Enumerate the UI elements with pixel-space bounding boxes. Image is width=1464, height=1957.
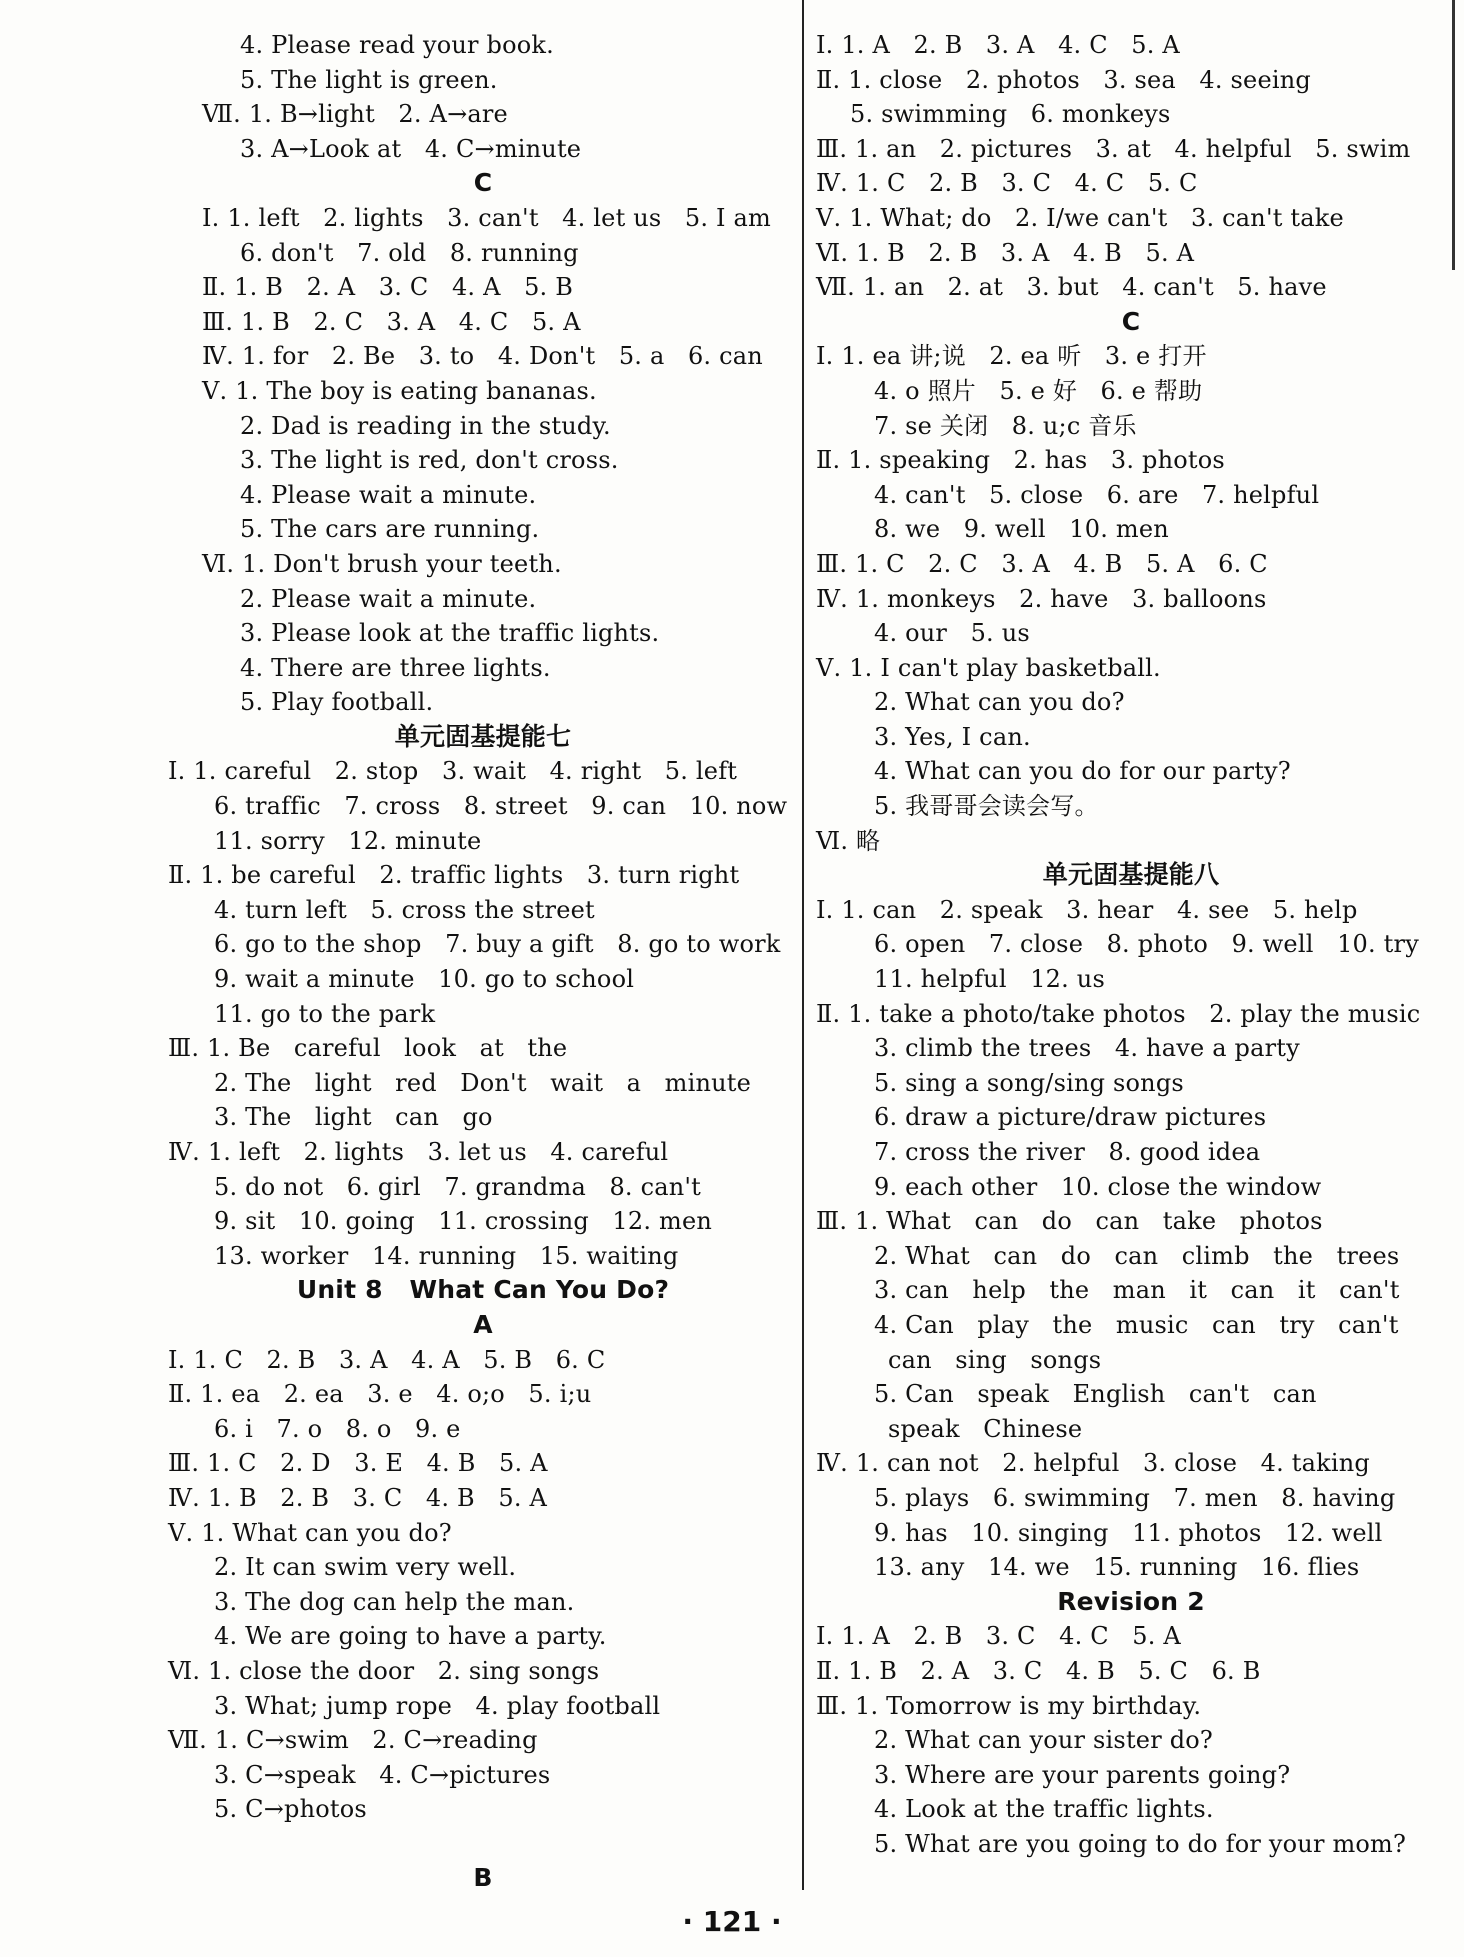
answer-line: Ⅴ. 1. The boy is eating bananas. bbox=[202, 376, 597, 405]
answer-line: 5. C→photos bbox=[214, 1795, 367, 1824]
answer-line: 6. go to the shop 7. buy a gift 8. go to work bbox=[214, 930, 781, 959]
answer-line: 6. draw a picture/draw pictures bbox=[874, 1103, 1267, 1132]
answer-line: Ⅲ. 1. What can do can take photos bbox=[816, 1207, 1323, 1236]
answer-line: 7. cross the river 8. good idea bbox=[874, 1138, 1261, 1166]
answer-line: 11. go to the park bbox=[214, 999, 436, 1028]
answer-line: 11. helpful 12. us bbox=[874, 965, 1105, 994]
answer-line: 7. se 关闭 8. u;c 音乐 bbox=[874, 411, 1137, 440]
answer-line: Ⅰ. 1. A 2. B 3. C 4. C 5. A bbox=[816, 1622, 1181, 1651]
answer-line: 3. The light can go bbox=[214, 1103, 493, 1132]
answer-line: 3. climb the trees 4. have a party bbox=[874, 1034, 1300, 1063]
answer-line: 4. our 5. us bbox=[874, 619, 1030, 648]
answer-line: Ⅴ. 1. What can you do? bbox=[168, 1518, 452, 1547]
answer-line: 9. each other 10. close the window bbox=[874, 1172, 1322, 1201]
answer-line: 3. Yes, I can. bbox=[874, 722, 1031, 751]
answer-line: 2. The light red Don't wait a minute bbox=[214, 1068, 752, 1097]
answer-line: 5. swimming 6. monkeys bbox=[850, 100, 1171, 129]
answer-line: 4. Please read your book. bbox=[240, 31, 554, 59]
answer-line: Ⅱ. 1. B 2. A 3. C 4. B 5. C 6. B bbox=[816, 1656, 1261, 1685]
answer-line: 4. Can play the music can try can't bbox=[874, 1310, 1399, 1339]
section-heading: 单元固基提能八 bbox=[1042, 860, 1220, 890]
answer-line: Ⅲ. 1. B 2. C 3. A 4. C 5. A bbox=[202, 307, 581, 336]
answer-line: Ⅲ. 1. Be careful look at the bbox=[168, 1034, 568, 1063]
answer-line: Ⅲ. 1. Tomorrow is my birthday. bbox=[816, 1691, 1202, 1720]
answer-line: 3. A→Look at 4. C→minute bbox=[240, 134, 582, 163]
answer-line: Ⅰ. 1. careful 2. stop 3. wait 4. right 5. left bbox=[168, 757, 738, 786]
answer-line: 3. can help the man it can it can't bbox=[874, 1276, 1400, 1305]
answer-line: 6. i 7. o 8. o 9. e bbox=[214, 1414, 461, 1443]
answer-line: Ⅱ. 1. ea 2. ea 3. e 4. o;o 5. i;u bbox=[168, 1380, 592, 1409]
answer-line: Ⅳ. 1. monkeys 2. have 3. balloons bbox=[816, 584, 1267, 613]
left-column bbox=[168, 28, 798, 1896]
section-heading: Revision 2 bbox=[1057, 1586, 1205, 1616]
answer-line: Ⅰ. 1. ea 讲;说 2. ea 听 3. e 打开 bbox=[816, 342, 1207, 371]
answer-line: 2. What can do can climb the trees bbox=[874, 1241, 1400, 1270]
answer-line: 8. we 9. well 10. men bbox=[874, 515, 1169, 544]
answer-line: Ⅵ. 1. B 2. B 3. A 4. B 5. A bbox=[816, 238, 1195, 267]
answer-line: 9. sit 10. going 11. crossing 12. men bbox=[214, 1207, 713, 1236]
answer-line: 3. Where are your parents going? bbox=[874, 1760, 1291, 1789]
answer-line: speak Chinese bbox=[888, 1414, 1083, 1443]
answer-line: Ⅲ. 1. an 2. pictures 3. at 4. helpful 5. swim bbox=[816, 134, 1411, 163]
answer-line: Ⅰ. 1. left 2. lights 3. can't 4. let us 5. I am bbox=[202, 203, 772, 232]
answer-line: Ⅳ. 1. C 2. B 3. C 4. C 5. C bbox=[816, 169, 1198, 198]
section-heading: B bbox=[473, 1863, 493, 1893]
answer-line: Ⅰ. 1. A 2. B 3. A 4. C 5. A bbox=[816, 31, 1180, 59]
answer-line: 5. do not 6. girl 7. grandma 8. can't bbox=[214, 1172, 702, 1201]
answer-line: Ⅵ. 1. Don't brush your teeth. bbox=[202, 549, 562, 578]
answer-line: Ⅳ. 1. B 2. B 3. C 4. B 5. A bbox=[168, 1483, 548, 1512]
answer-line: 4. What can you do for our party? bbox=[874, 757, 1291, 786]
answer-line: 6. open 7. close 8. photo 9. well 10. try bbox=[874, 930, 1419, 959]
section-heading: A bbox=[473, 1309, 493, 1339]
answer-line: 5. 我哥哥会读会写。 bbox=[874, 792, 1099, 821]
answer-line: Ⅵ. 1. close the door 2. sing songs bbox=[168, 1656, 600, 1685]
answer-line: 5. The light is green. bbox=[240, 65, 498, 94]
answer-line: Ⅱ. 1. speaking 2. has 3. photos bbox=[816, 446, 1225, 475]
answer-line: 5. Play football. bbox=[240, 688, 434, 717]
answer-line: 3. The dog can help the man. bbox=[214, 1587, 575, 1616]
answer-line: 5. sing a song/sing songs bbox=[874, 1068, 1184, 1097]
answer-line: 2. What can your sister do? bbox=[874, 1726, 1213, 1755]
answer-line: Ⅱ. 1. take a photo/take photos 2. play the music bbox=[816, 999, 1421, 1028]
answer-line: Ⅳ. 1. can not 2. helpful 3. close 4. taking bbox=[816, 1449, 1370, 1478]
answer-line: 9. has 10. singing 11. photos 12. well bbox=[874, 1518, 1383, 1547]
answer-line: 3. What; jump rope 4. play football bbox=[214, 1691, 661, 1720]
section-heading: Unit 8 What Can You Do? bbox=[296, 1275, 670, 1305]
column-divider bbox=[802, 0, 804, 1890]
answer-line: Ⅶ. 1. C→swim 2. C→reading bbox=[168, 1726, 538, 1755]
answer-line: 13. worker 14. running 15. waiting bbox=[214, 1241, 679, 1270]
answer-line: 4. can't 5. close 6. are 7. helpful bbox=[874, 480, 1320, 509]
answer-line: Ⅰ. 1. can 2. speak 3. hear 4. see 5. help bbox=[816, 895, 1358, 924]
answer-line: 4. There are three lights. bbox=[240, 653, 551, 682]
answer-line: 4. o 照片 5. e 好 6. e 帮助 bbox=[874, 376, 1203, 405]
answer-line: Ⅶ. 1. an 2. at 3. but 4. can't 5. have bbox=[816, 273, 1327, 302]
answer-line: 2. What can you do? bbox=[874, 688, 1125, 717]
answer-line: 4. Please wait a minute. bbox=[240, 480, 537, 509]
answer-line: 5. What are you going to do for your mom? bbox=[874, 1829, 1407, 1858]
answer-line: 4. We are going to have a party. bbox=[214, 1622, 607, 1651]
answer-line: Ⅴ. 1. I can't play basketball. bbox=[816, 653, 1161, 682]
answer-line: 3. The light is red, don't cross. bbox=[240, 446, 619, 475]
answer-line: Ⅱ. 1. be careful 2. traffic lights 3. turn right bbox=[168, 861, 740, 890]
answer-line: Ⅳ. 1. for 2. Be 3. to 4. Don't 5. a 6. can bbox=[202, 342, 763, 371]
answer-line bbox=[168, 1827, 798, 1862]
answer-line: 5. The cars are running. bbox=[240, 515, 540, 544]
answer-line: 9. wait a minute 10. go to school bbox=[214, 965, 635, 994]
answer-line: 4. turn left 5. cross the street bbox=[214, 895, 595, 924]
answer-line: 3. C→speak 4. C→pictures bbox=[214, 1760, 551, 1789]
answer-line: 13. any 14. we 15. running 16. flies bbox=[874, 1553, 1360, 1582]
answer-line: 5. Can speak English can't can bbox=[874, 1380, 1317, 1409]
answer-line: 6. don't 7. old 8. running bbox=[240, 238, 579, 267]
answer-line: Ⅳ. 1. left 2. lights 3. let us 4. careful bbox=[168, 1138, 669, 1166]
answer-line: Ⅴ. 1. What; do 2. I/we can't 3. can't take bbox=[816, 203, 1344, 232]
answer-line: 3. Please look at the traffic lights. bbox=[240, 619, 660, 648]
answer-line: 2. Dad is reading in the study. bbox=[240, 411, 611, 440]
answer-line: Ⅰ. 1. C 2. B 3. A 4. A 5. B 6. C bbox=[168, 1345, 606, 1374]
section-heading: C bbox=[473, 168, 493, 198]
answer-line: 2. It can swim very well. bbox=[214, 1553, 517, 1582]
answer-line: 11. sorry 12. minute bbox=[214, 826, 482, 855]
answer-line: 6. traffic 7. cross 8. street 9. can 10. now bbox=[214, 792, 788, 821]
answer-line: Ⅵ. 略 bbox=[816, 826, 881, 855]
page-number: · 121 · bbox=[682, 1905, 782, 1938]
answer-line: Ⅶ. 1. B→light 2. A→are bbox=[202, 100, 508, 129]
edge-mark bbox=[1452, 0, 1455, 270]
answer-line: Ⅱ. 1. B 2. A 3. C 4. A 5. B bbox=[202, 273, 574, 302]
section-heading: C bbox=[1121, 306, 1141, 336]
answer-line: 4. Look at the traffic lights. bbox=[874, 1795, 1214, 1824]
answer-line: Ⅲ. 1. C 2. C 3. A 4. B 5. A 6. C bbox=[816, 549, 1268, 578]
answer-line: 2. Please wait a minute. bbox=[240, 584, 537, 613]
section-heading: 单元固基提能七 bbox=[394, 721, 572, 751]
right-column bbox=[816, 28, 1446, 1861]
answer-line: Ⅲ. 1. C 2. D 3. E 4. B 5. A bbox=[168, 1449, 548, 1478]
answer-line: 5. plays 6. swimming 7. men 8. having bbox=[874, 1483, 1396, 1512]
answer-line: Ⅱ. 1. close 2. photos 3. sea 4. seeing bbox=[816, 65, 1311, 94]
answer-line: can sing songs bbox=[888, 1345, 1102, 1374]
